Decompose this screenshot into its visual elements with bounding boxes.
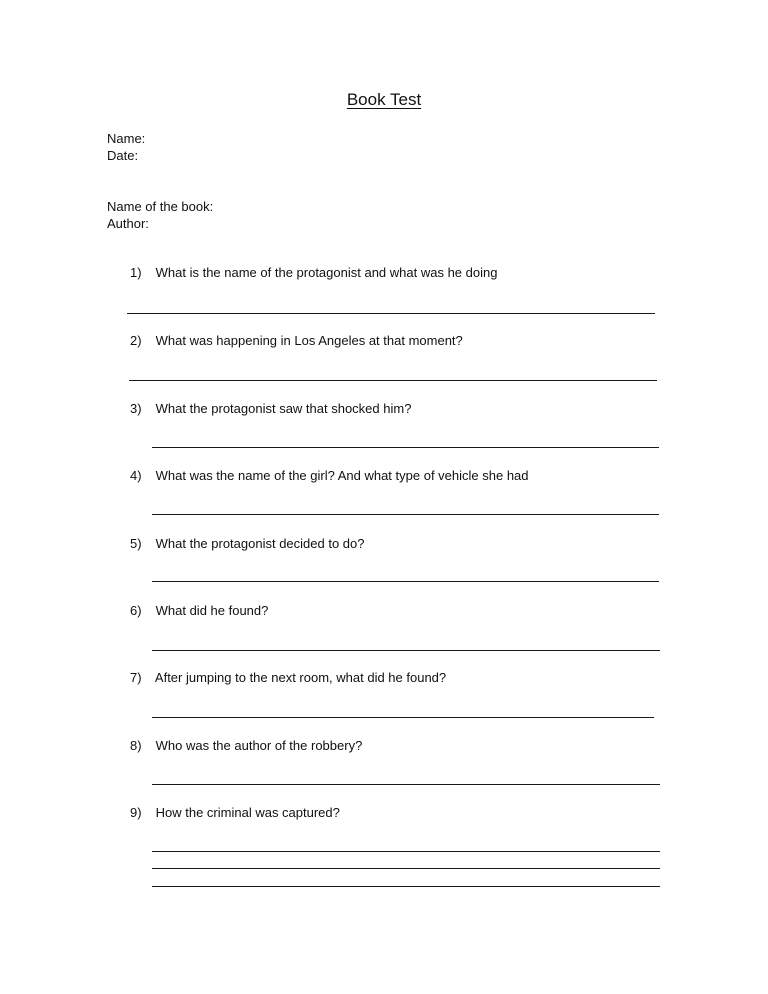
- question-text: Who was the author of the robbery?: [155, 738, 363, 753]
- author-label: Author:: [107, 216, 149, 231]
- question-text: What did he found?: [155, 603, 269, 618]
- question-number: 8): [130, 738, 142, 753]
- question-item: [130, 265, 497, 281]
- answer-line[interactable]: [152, 717, 654, 718]
- question-text: After jumping to the next room, what did he found?: [154, 670, 447, 685]
- name-label: Name:: [107, 131, 146, 146]
- question-item: [130, 536, 365, 552]
- question-text: What was happening in Los Angeles at that moment?: [155, 333, 463, 348]
- question-number: 7): [130, 670, 142, 685]
- answer-line[interactable]: [152, 868, 660, 869]
- question-number: 4): [130, 468, 142, 483]
- question-text: How the criminal was captured?: [155, 805, 340, 820]
- page-title: Book Test: [346, 90, 422, 109]
- question-item: [130, 738, 362, 754]
- question-number: 3): [130, 401, 142, 416]
- question-item: [130, 603, 268, 619]
- question-item: [130, 401, 411, 417]
- question-text: What the protagonist decided to do?: [155, 536, 365, 551]
- question-number: 6): [130, 603, 142, 618]
- answer-line[interactable]: [152, 851, 660, 852]
- question-item: [130, 805, 340, 821]
- answer-line[interactable]: [152, 650, 660, 651]
- question-number: 9): [130, 805, 142, 820]
- question-item: [130, 468, 529, 484]
- question-item: [130, 670, 446, 686]
- answer-line[interactable]: [152, 581, 659, 582]
- question-text: What was the name of the girl? And what type of vehicle she had: [155, 468, 529, 483]
- question-item: [130, 333, 463, 349]
- date-label: Date:: [107, 148, 139, 163]
- answer-line[interactable]: [127, 313, 655, 314]
- answer-line[interactable]: [152, 784, 660, 785]
- question-number: 5): [130, 536, 142, 551]
- answer-line[interactable]: [152, 886, 660, 887]
- book-name-label: Name of the book:: [107, 199, 214, 214]
- question-number: 1): [130, 265, 142, 280]
- question-text: What the protagonist saw that shocked him?: [155, 401, 412, 416]
- question-number: 2): [130, 333, 142, 348]
- answer-line[interactable]: [129, 380, 657, 381]
- answer-line[interactable]: [152, 514, 659, 515]
- question-text: What is the name of the protagonist and what was he doing: [155, 265, 498, 280]
- answer-line[interactable]: [152, 447, 659, 448]
